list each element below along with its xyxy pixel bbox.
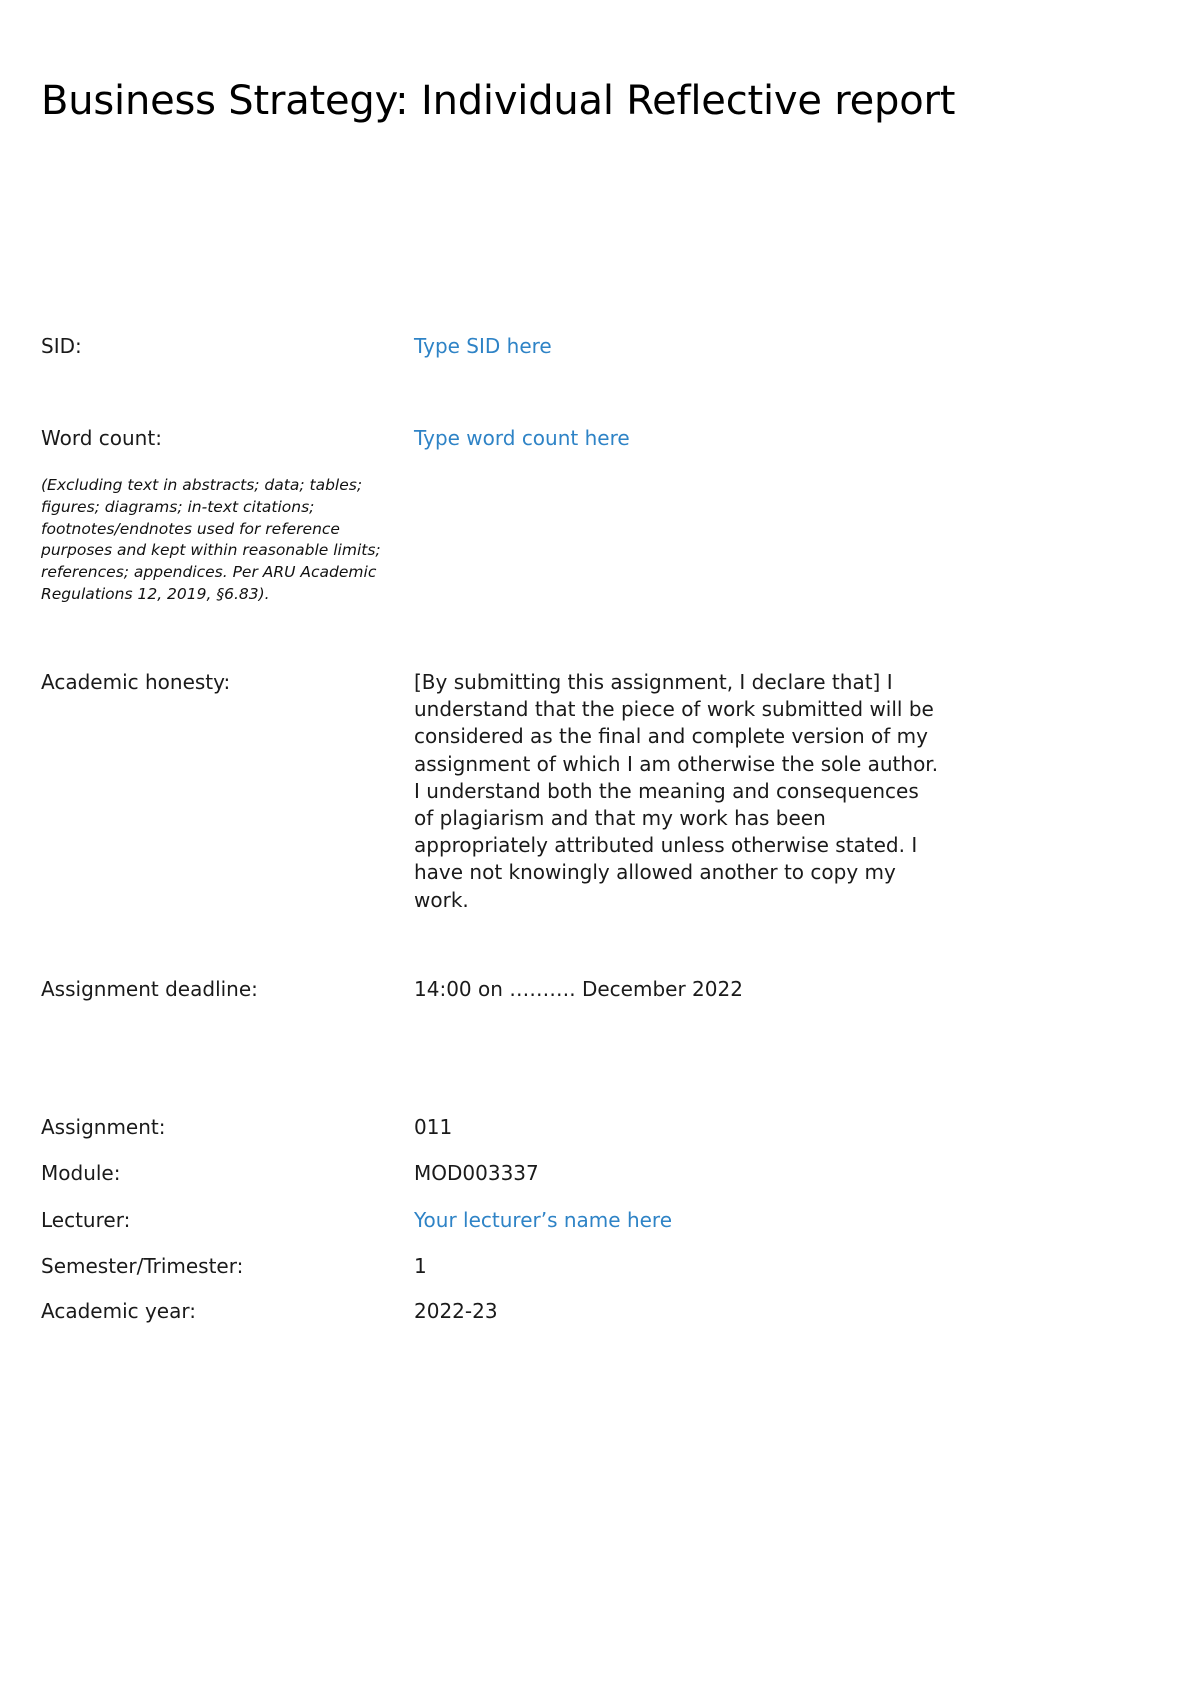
module-value: MOD003337: [414, 1161, 539, 1185]
semester-value: 1: [414, 1254, 427, 1278]
sid-label: SID:: [41, 334, 82, 358]
page-title: Business Strategy: Individual Reflective report: [41, 78, 956, 124]
semester-label: Semester/Trimester:: [41, 1254, 244, 1278]
word-count-label: Word count:: [41, 426, 162, 450]
module-label: Module:: [41, 1161, 121, 1185]
deadline-label: Assignment deadline:: [41, 977, 258, 1001]
word-count-note: (Excluding text in abstracts; data; tables; figures; diagrams; in-text citations; footnotes/endnotes used for reference purposes and kept within reasonable limits; references; appendices. Per ARU Academic Regulations 12, 2019, §6.83).: [41, 476, 381, 603]
deadline-value: 14:00 on ………. December 2022: [414, 977, 743, 1001]
academic-year-value: 2022-23: [414, 1299, 498, 1323]
sid-field[interactable]: Type SID here: [414, 334, 552, 358]
lecturer-label: Lecturer:: [41, 1208, 131, 1232]
assignment-value: 011: [414, 1115, 453, 1139]
academic-honesty-statement: [By submitting this assignment, I declare that] I understand that the piece of work submitted will be considered as the final and complete version of my assignment of which I am otherwise the sole author. I understand both the meaning and consequences of plagiarism and that my work has been appropriately attributed unless otherwise stated. I have not knowingly allowed another to copy my work.: [414, 670, 939, 912]
lecturer-field[interactable]: Your lecturer’s name here: [414, 1208, 673, 1232]
academic-honesty-label: Academic honesty:: [41, 670, 231, 694]
assignment-label: Assignment:: [41, 1115, 166, 1139]
academic-year-label: Academic year:: [41, 1299, 196, 1323]
word-count-field[interactable]: Type word count here: [414, 426, 630, 450]
